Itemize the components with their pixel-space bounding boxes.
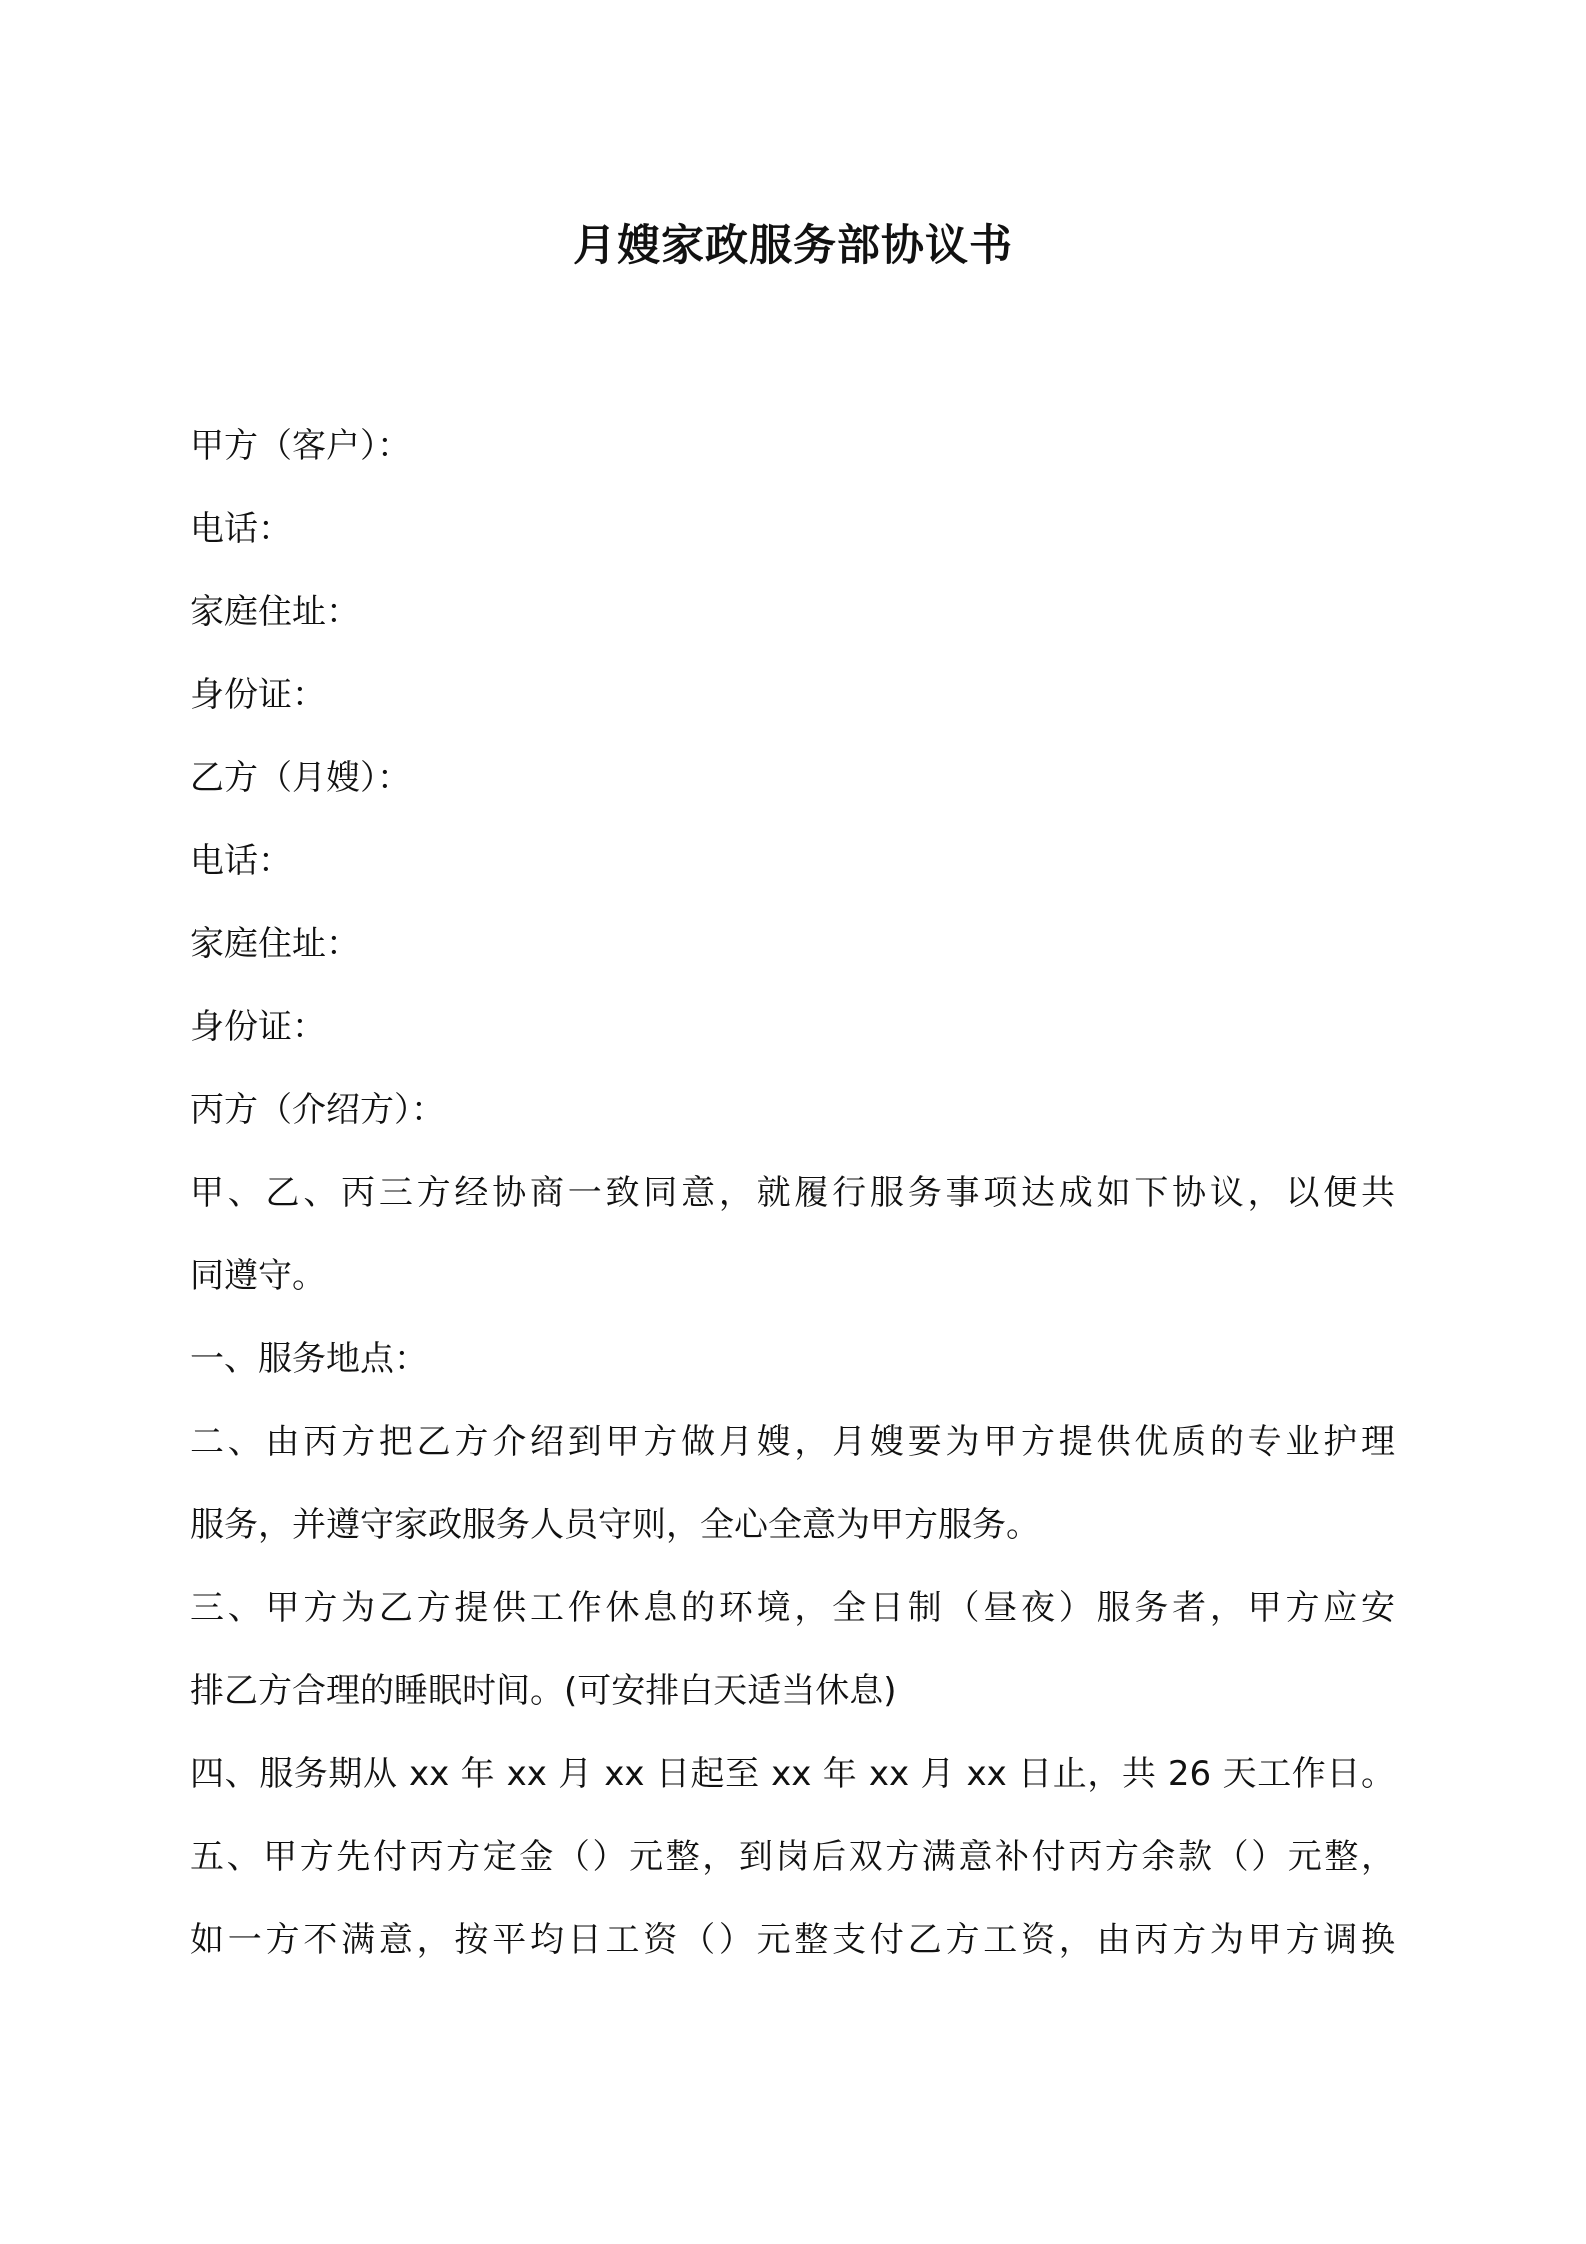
clause-1-service-location: 一、服务地点： [190, 1339, 428, 1379]
party-a-heading: 甲方（客户）： [190, 426, 411, 466]
party-c-heading: 丙方（介绍方）： [190, 1090, 445, 1130]
party-a-address-label: 家庭住址： [190, 592, 360, 632]
party-b-phone-label: 电话： [190, 841, 292, 881]
clause-4-service-period: 四、服务期从 xx 年 xx 月 xx 日起至 xx 年 xx 月 xx 日止，共 26 天工作日。 [190, 1754, 1395, 1794]
clause-2-line-2: 服务，并遵守家政服务人员守则，全心全意为甲方服务。 [190, 1505, 1040, 1545]
clause-5-line-2: 如一方不满意，按平均日工资（）元整支付乙方工资，由丙方为甲方调换 [190, 1920, 1395, 1960]
clause-3-line-2: 排乙方合理的睡眠时间。(可安排白天适当休息) [190, 1671, 897, 1711]
document-title: 月嫂家政服务部协议书 [573, 221, 1013, 271]
party-a-phone-label: 电话： [190, 509, 292, 549]
document-body [190, 405, 1395, 1982]
clause-5-line-1: 五、甲方先付丙方定金（）元整，到岗后双方满意补付丙方余款（）元整， [190, 1837, 1395, 1877]
clause-3-line-1: 三、甲方为乙方提供工作休息的环境，全日制（昼夜）服务者，甲方应安 [190, 1588, 1395, 1628]
party-b-id-label: 身份证： [190, 1007, 326, 1047]
party-b-address-label: 家庭住址： [190, 924, 360, 964]
party-b-heading: 乙方（月嫂）： [190, 758, 411, 798]
intro-line-2: 同遵守。 [190, 1256, 326, 1296]
intro-line-1: 甲、乙、丙三方经协商一致同意，就履行服务事项达成如下协议，以便共 [190, 1173, 1395, 1213]
clause-2-line-1: 二、由丙方把乙方介绍到甲方做月嫂，月嫂要为甲方提供优质的专业护理 [190, 1422, 1395, 1462]
party-a-id-label: 身份证： [190, 675, 326, 715]
